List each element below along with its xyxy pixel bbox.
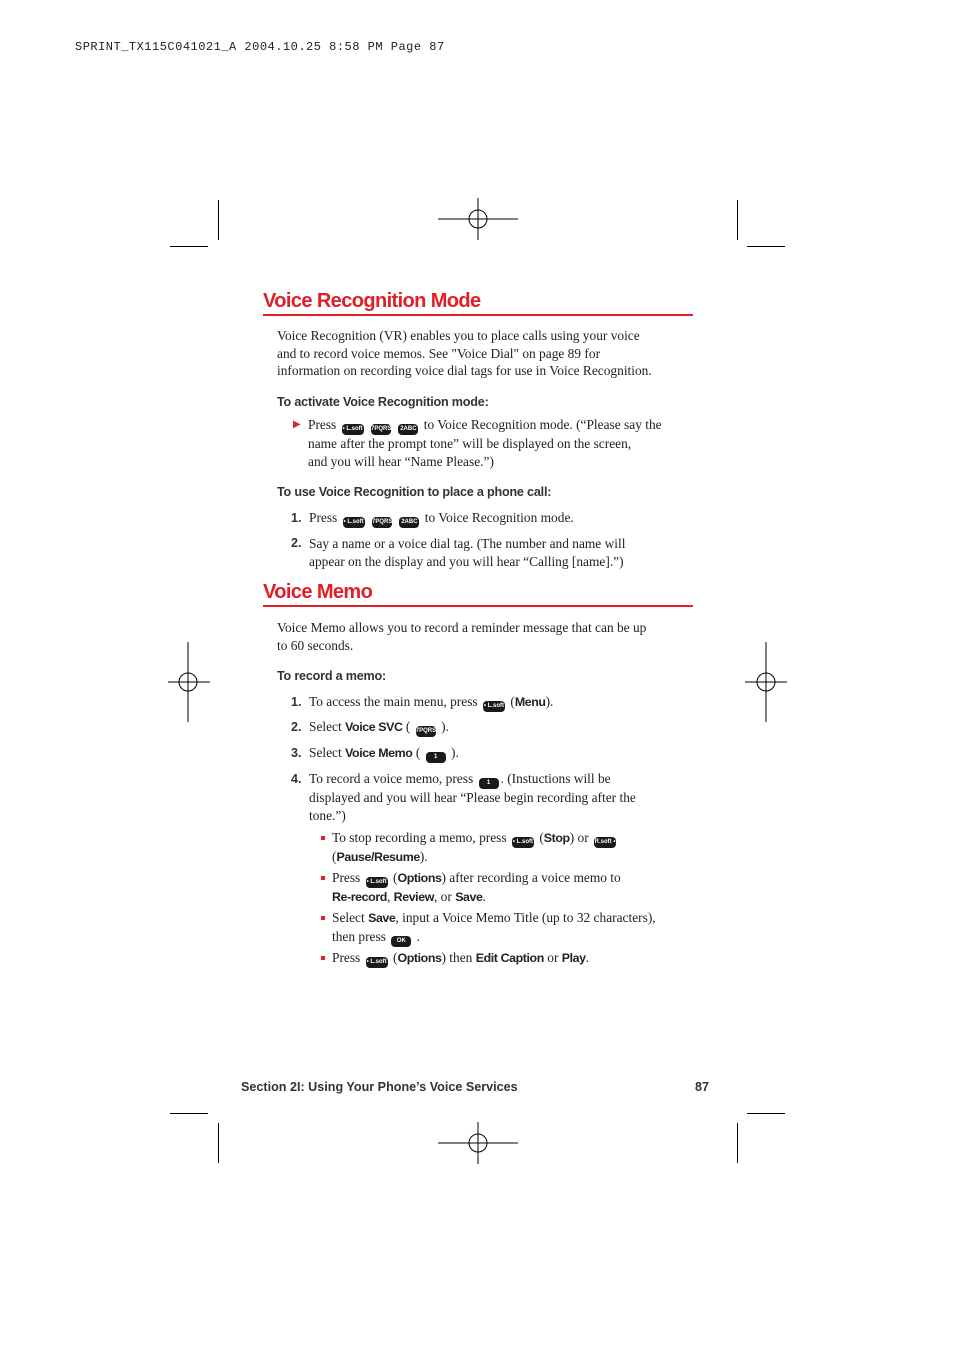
paren: ). — [441, 719, 449, 734]
play-label: Play — [561, 951, 586, 965]
square-bullet-icon — [321, 836, 325, 840]
vm-bullet-save — [332, 909, 712, 947]
square-bullet-icon — [321, 916, 325, 920]
registration-mark-bottom — [438, 1122, 518, 1164]
vr-activate-text: to Voice Recognition mode. (“Please say the — [423, 417, 662, 432]
step-number: 1. — [291, 695, 302, 709]
vr-step-1 — [309, 509, 709, 528]
press-text: Press — [308, 417, 337, 432]
vr-step-text: to Voice Recognition mode. — [424, 510, 574, 525]
vm-bullet-edit — [332, 949, 712, 968]
paren: ( — [393, 870, 398, 885]
bullet-text: . — [585, 950, 590, 965]
menu-label: Menu — [514, 695, 546, 709]
one-key-icon: 1 — [479, 778, 499, 789]
one-key-icon: 1 — [426, 752, 446, 763]
vm-record-subhead: To record a memo: — [277, 669, 387, 683]
bullet-text: , — [386, 889, 391, 904]
options-label: Options — [397, 871, 442, 885]
footer-page-number: 87 — [695, 1080, 710, 1094]
vr-intro-line: and to record voice memos. See "Voice Dial" on page 89 for — [277, 345, 601, 361]
step-text: . (Instuctions will be — [500, 771, 611, 786]
step-number: 1. — [291, 511, 302, 525]
options-label: Options — [397, 951, 442, 965]
crop-mark-br-v — [737, 1123, 738, 1163]
registration-mark-right — [745, 642, 787, 722]
press-text: Press — [309, 510, 338, 525]
bullet-text: To stop recording a memo, press — [332, 830, 507, 845]
step-text: To access the main menu, press — [309, 694, 478, 709]
re-record-label: Re-record — [332, 890, 387, 904]
vr-use-subhead: To use Voice Recognition to place a phone call: — [277, 485, 552, 499]
crop-mark-bl-v — [218, 1123, 219, 1163]
vm-heading: Voice Memo — [263, 580, 693, 607]
bullet-text: then press — [332, 928, 386, 944]
save-label: Save — [368, 911, 396, 925]
vm-bullet-stop — [332, 829, 712, 867]
menu-key-icon: • L.soft — [483, 701, 505, 712]
menu-key-icon: • L.soft — [342, 424, 364, 435]
crop-mark-bl-h — [170, 1113, 208, 1114]
save-label: Save — [455, 890, 483, 904]
pause-resume-label: Pause/Resume — [336, 850, 420, 864]
vm-step-2 — [309, 718, 709, 737]
voice-memo-label: Voice Memo — [345, 746, 413, 760]
paren: ( — [405, 719, 411, 734]
vr-activate-subhead: To activate Voice Recognition mode: — [277, 395, 489, 409]
vm-step-4 — [309, 770, 709, 824]
square-bullet-icon — [321, 876, 325, 880]
vm-step-1 — [309, 693, 709, 712]
crop-mark-tl-v — [218, 200, 219, 240]
bullet-text: , input a Voice Memo Title (up to 32 characters), — [395, 910, 656, 925]
vr-intro-line: Voice Recognition (VR) enables you to place calls using your voice — [277, 328, 640, 343]
bullet-text: ) then — [441, 950, 473, 965]
vr-step-line: appear on the display and you will hear “Calling [name].”) — [309, 553, 624, 569]
stop-label: Stop — [543, 831, 570, 845]
vr-activate-line: name after the prompt tone” will be displayed on the screen, — [308, 436, 632, 451]
footer-section-title: Section 2I: Using Your Phone’s Voice Services — [241, 1080, 518, 1094]
vm-intro-line: Voice Memo allows you to record a reminder message that can be up — [277, 620, 647, 635]
step-text: Select — [309, 719, 342, 734]
bullet-text: . — [416, 928, 421, 944]
step-number: 4. — [291, 772, 302, 786]
two-key-icon: 2ABC — [398, 424, 418, 435]
crop-mark-tr-h — [747, 246, 785, 247]
vr-intro — [277, 327, 697, 380]
menu-key-icon: • L.soft — [343, 517, 365, 528]
vm-bullet-options — [332, 869, 712, 907]
bullet-text: ) or — [569, 830, 589, 845]
vr-heading: Voice Recognition Mode — [263, 289, 693, 316]
vr-step-2 — [309, 535, 709, 570]
edit-caption-label: Edit Caption — [475, 951, 544, 965]
crop-mark-tr-v — [737, 200, 738, 240]
bullet-text: . — [482, 889, 486, 904]
ok-key-icon: OK — [391, 936, 411, 947]
crop-mark-br-h — [747, 1113, 785, 1114]
paren: ( — [415, 745, 421, 760]
step-number: 2. — [291, 536, 302, 550]
seven-key-icon: 7PQRS — [416, 726, 436, 737]
paren: ). — [419, 849, 428, 864]
vm-intro — [277, 619, 697, 654]
bullet-text: Press — [332, 870, 361, 885]
vr-intro-line: information on recording voice dial tags for use in Voice Recognition. — [277, 363, 652, 379]
bullet-text: Select — [332, 910, 365, 925]
bullet-text: , or — [433, 889, 452, 904]
step-line: tone.”) — [309, 807, 346, 823]
seven-key-icon: 7PQRS — [372, 517, 392, 528]
menu-key-icon: • L.soft — [366, 877, 388, 888]
step-number: 2. — [291, 720, 302, 734]
menu-key-icon: • L.soft — [366, 957, 388, 968]
review-label: Review — [393, 890, 434, 904]
vr-activate-instruction — [308, 416, 708, 470]
bullet-text: or — [547, 950, 559, 965]
print-slug: SPRINT_TX115C041021_A 2004.10.25 8:58 PM Page 87 — [75, 40, 445, 54]
square-bullet-icon — [321, 956, 325, 960]
paren: ( — [539, 830, 544, 845]
step-text: Select — [309, 745, 342, 760]
crop-mark-tl-h — [170, 246, 208, 247]
paren: ( — [332, 849, 337, 864]
paren: ). — [545, 694, 554, 709]
vm-step-3 — [309, 744, 709, 763]
arrow-bullet-icon: ▶ — [293, 419, 301, 430]
voice-svc-label: Voice SVC — [345, 720, 403, 734]
registration-mark-left — [168, 642, 210, 722]
step-text: To record a voice memo, press — [309, 771, 474, 786]
vr-step-line: Say a name or a voice dial tag. (The number and name will — [309, 536, 626, 551]
vr-activate-line: and you will hear “Name Please.”) — [308, 453, 494, 469]
two-key-icon: 2ABC — [399, 517, 419, 528]
menu-key-icon: • L.soft — [512, 837, 534, 848]
seven-key-icon: 7PQRS — [371, 424, 391, 435]
paren: ( — [510, 694, 515, 709]
bullet-text: ) after recording a voice memo to — [441, 870, 621, 885]
paren: ( — [393, 950, 398, 965]
vm-intro-line: to 60 seconds. — [277, 637, 354, 653]
right-soft-key-icon: R.soft • — [594, 837, 616, 848]
step-number: 3. — [291, 746, 302, 760]
registration-mark-top — [438, 198, 518, 240]
paren: ). — [451, 745, 459, 760]
step-line: displayed and you will hear “Please begin recording after the — [309, 790, 636, 805]
bullet-text: Press — [332, 950, 361, 965]
